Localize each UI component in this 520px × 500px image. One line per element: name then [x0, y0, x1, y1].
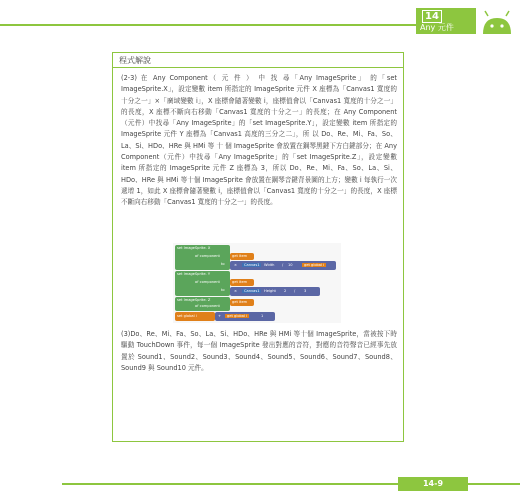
- set-y-label: set ImageSprite. Y: [177, 272, 211, 276]
- get-item-block-z: [230, 299, 254, 306]
- android-icon: [478, 8, 516, 36]
- get-item-label-z: get item: [232, 300, 248, 304]
- num2-label: 2: [284, 289, 287, 293]
- div-label: /: [282, 263, 284, 267]
- width-label: Width: [264, 263, 275, 267]
- chapter-badge: [416, 8, 476, 34]
- div-label-y: /: [294, 289, 296, 293]
- get-item-label-y: get item: [232, 280, 248, 284]
- mult-label-y: ×: [234, 289, 238, 293]
- page-number: 14-9: [398, 477, 468, 491]
- set-x-label: set ImageSprite. X: [177, 246, 211, 250]
- num3-label: 3: [304, 289, 307, 293]
- num1-label: 1: [261, 314, 264, 318]
- code-blocks-image: [173, 243, 341, 323]
- chapter-title: Any 元件: [420, 23, 454, 32]
- mult-label: ×: [234, 263, 238, 267]
- set-z-label: set ImageSprite. Z: [177, 298, 211, 302]
- get-item-block: [230, 253, 254, 260]
- of-component-label: of component: [195, 254, 220, 258]
- paragraph-step-3: (3)Do、Re、Mi、Fa、So、La、Si、HDo、HRe 與 HMi 等十個 ImageSprite，當被按下時驅動 TouchDown 事件，每一個 ImageSprite 發出對應的音符，對應的音符聲音已經事先放置於 Sound1、Sound2、Sound3、Sound4、Sound5、Sound6、Sound7、Sound8、Sound9 與 Sound10 元件。: [121, 330, 397, 372]
- get-global-i-label-2: get global i: [227, 314, 248, 318]
- set-z-block: [175, 297, 230, 311]
- chapter-number: 14: [422, 10, 442, 23]
- of-component-label-y: of component: [195, 280, 220, 284]
- section-title: 程式解說: [119, 56, 151, 65]
- x-math-block: [230, 261, 336, 270]
- set-x-block: [175, 245, 230, 270]
- get-global-i-label: get global i: [304, 263, 325, 267]
- get-item-block-y: [230, 279, 254, 286]
- of-component-label-z: of component: [195, 304, 220, 308]
- canvas1-label: Canvas1: [244, 263, 260, 267]
- plus-math-block: [215, 312, 275, 321]
- height-label: Height: [264, 289, 276, 293]
- canvas1-label-y: Canvas1: [244, 289, 260, 293]
- num10-label: 10: [288, 263, 293, 267]
- set-y-block: [175, 271, 230, 296]
- page-header: [0, 6, 520, 32]
- set-global-i-label: set global i: [177, 314, 197, 318]
- explanation-box: [112, 52, 404, 442]
- paragraph-step-2-3: (2-3) 在 Any Component（ 元 件 ） 中 找 尋「Any ImageSprite」 的「set ImageSprite.X」，設定變數 item 所指定的 ImageSprite 元件 X 座標為「Canvas1 寬度的十分之一」×「廣域變數 i」，X 座標會隨著變數 i，座標值會以「Canvas1 寬度的十分之一」的長度，X 座標不斷向右移動「Canvas1 寬度的十分之一」的長度；在 Any Component（元件）中找尋「Any ImageSprite」的「set ImageSprite.Y」，設定變數 item 所指定的 ImageSprite 元件 Y 座標為「Canvas1 高度的三分之二」，所 以 Do、Re、Mi、Fa、So、La、Si、HDo、HRe 與 HMi 等 十 個 ImageSprite 會放置在鋼琴黑鍵下方白鍵部分；在 Any Component（元件）中找尋「Any ImageSprite」的「set ImageSprite.Z」，設定變數 item 所指定的 ImageSprite 元件 Z 座標為 3，所以 Do、Re、Mi、Fa、So、La、Si、HDo、HRe 與 HMi 等十個 ImageSprite 會放置在鋼琴音鍵背景圖的上方；變數 i 每執行一次遞增 1，如此 X 座標會隨著變數 i，座標值會以「Canvas1 寬度的十分之一」的長度，X 座標不斷向右移動「Canvas1 寬度的十分之一」的長度。: [121, 74, 397, 207]
- plus-label: +: [218, 314, 222, 318]
- set-global-i-block: [175, 312, 215, 321]
- header-rule: [0, 24, 458, 26]
- to-label-y: to: [221, 288, 225, 292]
- box-header: [113, 53, 403, 68]
- y-math-block: [230, 287, 320, 296]
- get-item-label: get item: [232, 254, 248, 258]
- to-label: to: [221, 262, 225, 266]
